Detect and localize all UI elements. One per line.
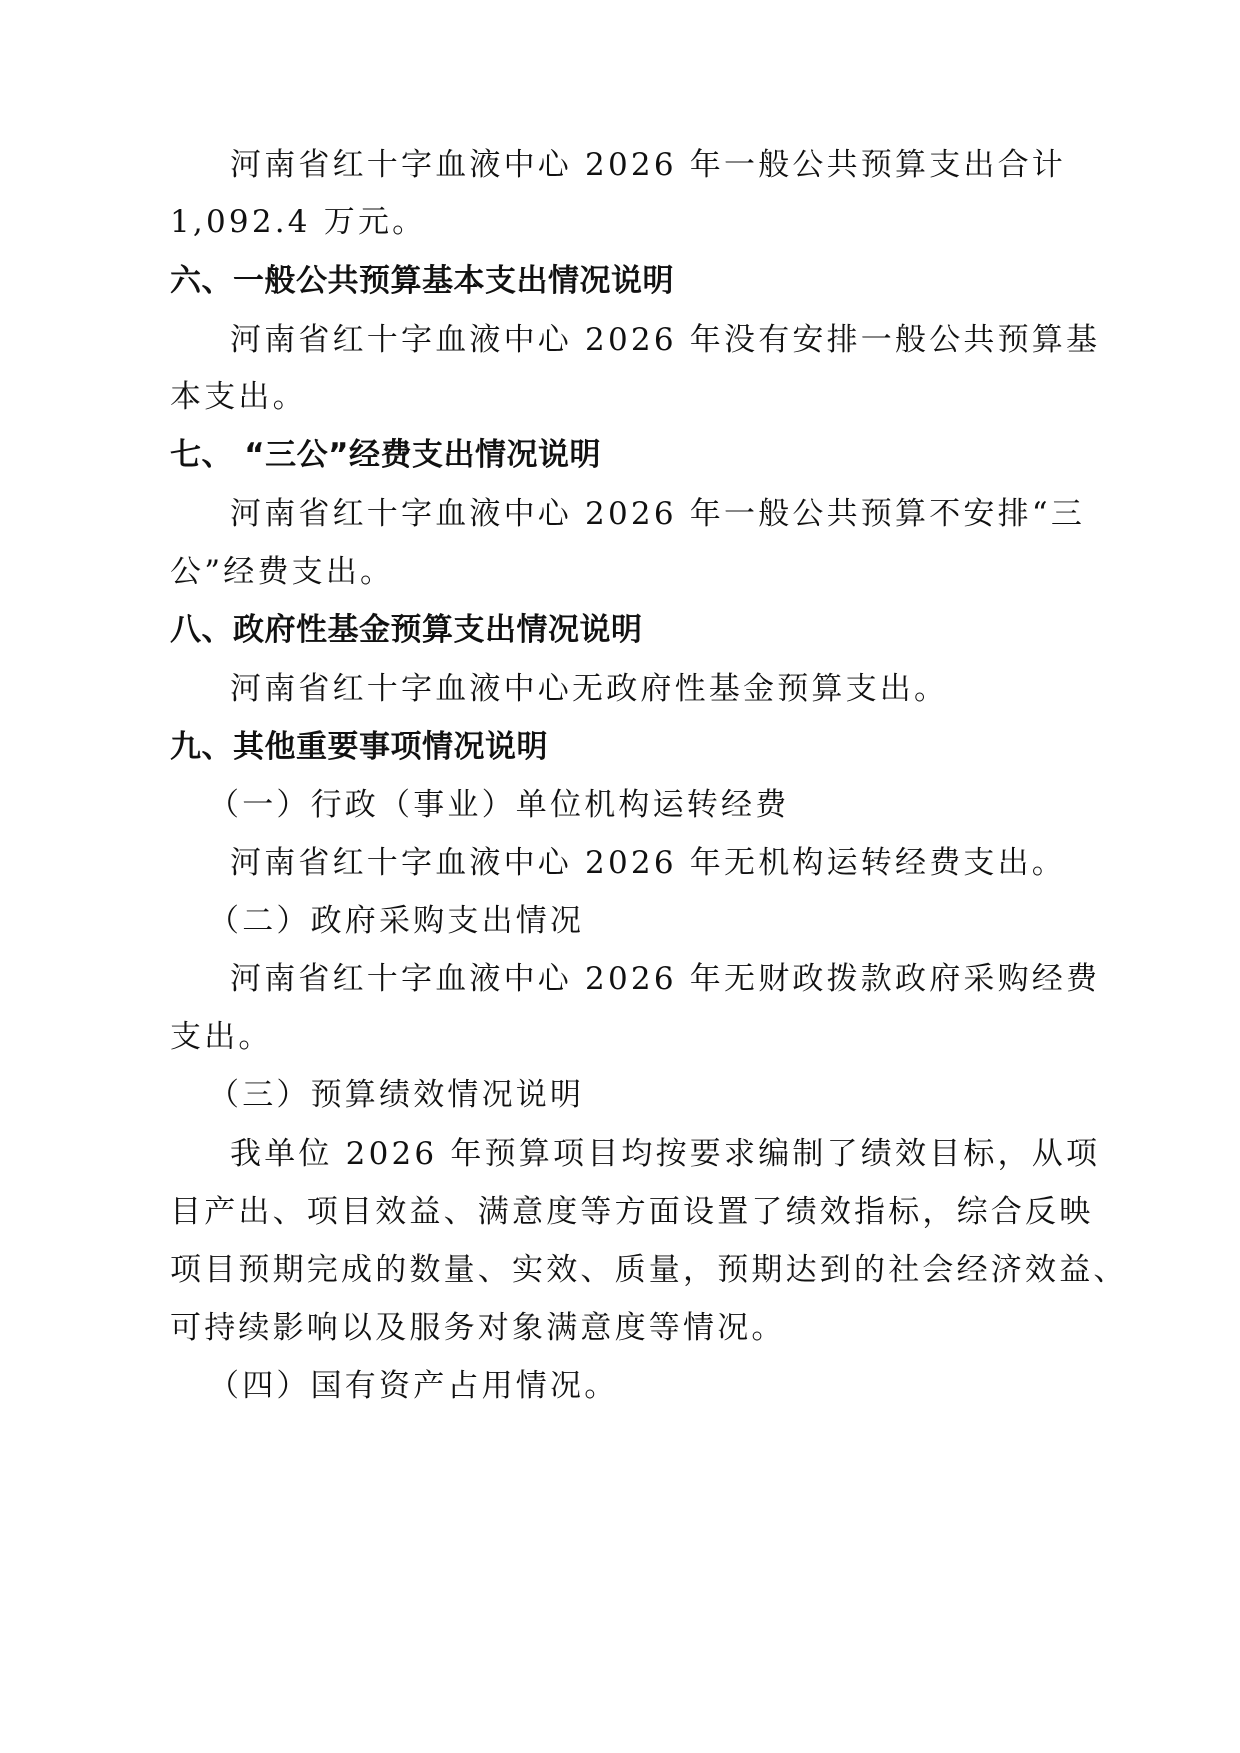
subsection-heading-3: （三）预算绩效情况说明: [208, 1077, 585, 1113]
paragraph-line: 河南省红十字血液中心 2026 年无财政拨款政府采购经费: [230, 961, 1101, 997]
paragraph-line: 支出。: [170, 1019, 273, 1055]
subsection-heading-2: （二）政府采购支出情况: [208, 903, 585, 939]
paragraph-line: 河南省红十字血液中心 2026 年没有安排一般公共预算基: [230, 322, 1101, 358]
paragraph-line: 河南省红十字血液中心 2026 年无机构运转经费支出。: [230, 845, 1066, 881]
paragraph-line: 河南省红十字血液中心 2026 年一般公共预算支出合计: [230, 147, 1066, 183]
paragraph-line: 我单位 2026 年预算项目均按要求编制了绩效目标，从项: [230, 1136, 1101, 1172]
subsection-heading-1: （一）行政（事业）单位机构运转经费: [208, 787, 790, 823]
section-heading-7: 七、 “三公”经费支出情况说明: [170, 437, 602, 473]
paragraph-line: 河南省红十字血液中心无政府性基金预算支出。: [230, 671, 949, 707]
paragraph-line: 项目预期完成的数量、实效、质量，预期达到的社会经济效益、: [170, 1252, 1128, 1288]
paragraph-line: 本支出。: [170, 379, 307, 415]
section-heading-6: 六、一般公共预算基本支出情况说明: [170, 263, 674, 299]
section-heading-9: 九、其他重要事项情况说明: [170, 729, 548, 765]
paragraph-line: 目产出、项目效益、满意度等方面设置了绩效指标，综合反映: [170, 1194, 1094, 1230]
paragraph-line: 河南省红十字血液中心 2026 年一般公共预算不安排“三: [230, 496, 1086, 532]
paragraph-line: 可持续影响以及服务对象满意度等情况。: [170, 1310, 786, 1346]
paragraph-line: 公”经费支出。: [170, 554, 395, 590]
section-heading-8: 八、政府性基金预算支出情况说明: [170, 612, 643, 648]
subsection-heading-4: （四）国有资产占用情况。: [208, 1368, 619, 1404]
paragraph-line: 1,092.4 万元。: [170, 204, 427, 240]
